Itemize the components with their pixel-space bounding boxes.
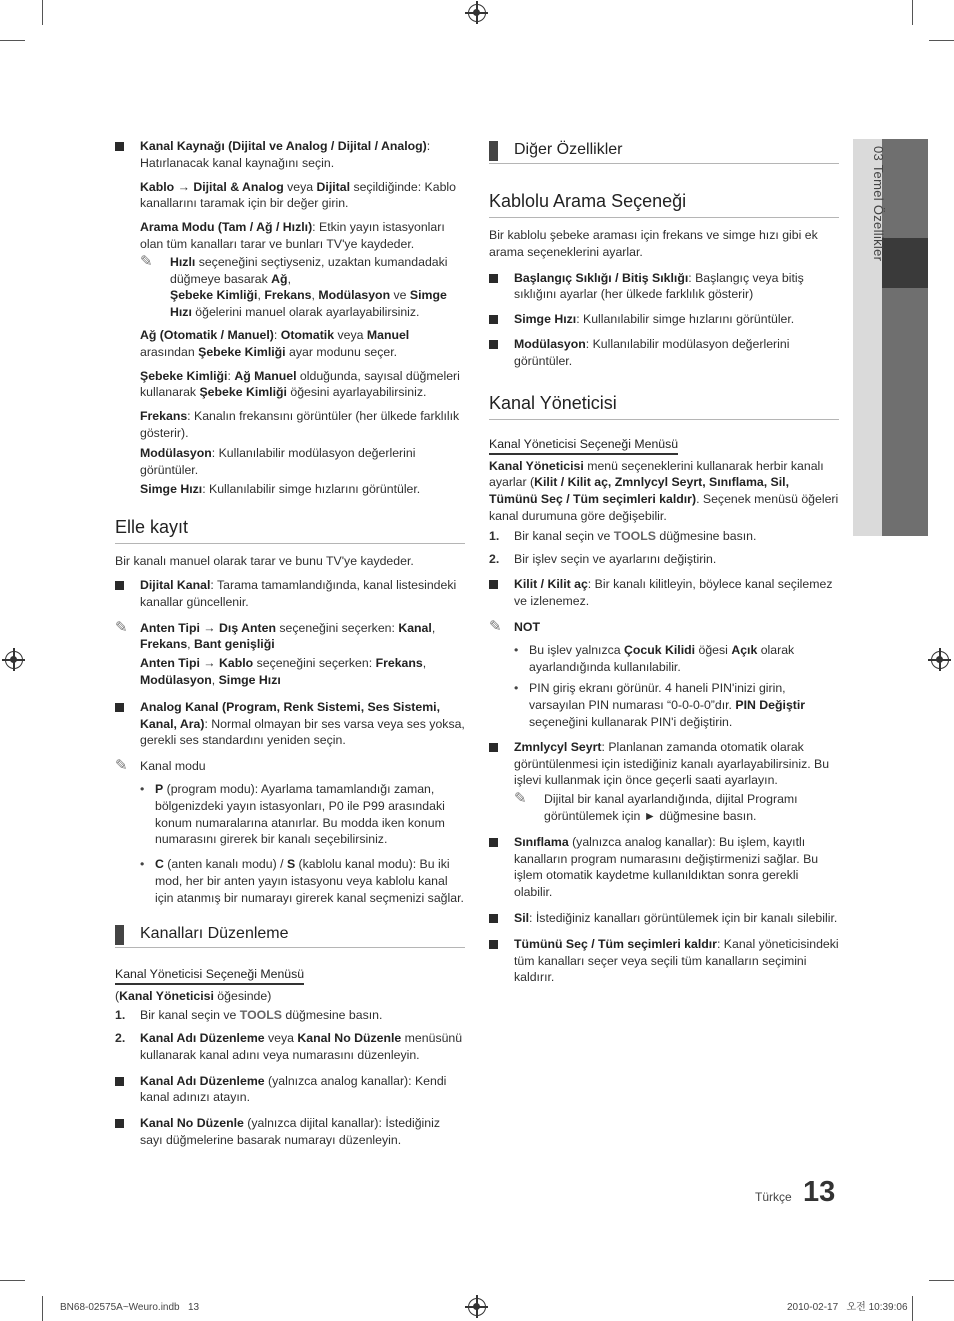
crop-mark	[929, 40, 954, 41]
step-item: 2. Bir işlev seçin ve ayarlarını değiştirin.	[489, 551, 717, 566]
crop-mark	[912, 1296, 913, 1321]
pencil-note-icon: ✎	[140, 252, 153, 270]
paragraph: Arama Modu (Tam / Ağ / Hızlı): Etkin yayın istasyonları olan tüm kanalları tarar ve bunları TV'ye kaydeder.	[140, 220, 445, 251]
list-item: Modülasyon: Kullanılabilir modülasyon değerlerini görüntüler.	[489, 336, 839, 370]
note-block: ✎ NOT	[489, 617, 540, 635]
list-item: Analog Kanal (Program, Renk Sistemi, Ses Sistemi, Kanal, Ara): Normal olmayan bir ses varsa veya ses yoksa, gerekli ses standardını yeniden seçin.	[115, 699, 465, 749]
paragraph: Bir kanalı manuel olarak tarar ve bunu TV'ye kaydeder.	[115, 554, 414, 569]
note-block: ✎ Dijital bir kanal ayarlandığında, dijital Programı görüntülemek için ► düğmesine basın.	[514, 790, 798, 823]
crop-mark	[929, 1280, 954, 1281]
note-block: ✎ Anten Tipi → Dış Anten seçeneğini seçerken: Kanal, Frekans, Bant genişliği	[115, 618, 436, 652]
paragraph: Ağ (Otomatik / Manuel): Otomatik veya Manuel arasından Şebeke Kimliği ayar modunu seçer.	[140, 327, 410, 359]
list-item: Kilit / Kilit aç: Bir kanalı kilitleyin, böylece kanal seçilemez ve izlenemez.	[489, 576, 839, 610]
page-language: Türkçe	[755, 1190, 792, 1204]
list-item: Sil: İstediğiniz kanalları görüntülemek için bir kanalı silebilir.	[489, 910, 839, 927]
section-heading: Kablolu Arama Seçeneği	[489, 190, 839, 218]
step-item: 1. Bir kanal seçin ve TOOLS düğmesine basın.	[115, 1008, 383, 1023]
list-item: • P (program modu): Ayarlama tamamlandığı zaman, bölgenizdeki yayın istasyonları, P0 ile P99 arasındaki konum numaralarına atanırlar. Bu modda iken konum numarasını girerek bir kanalı seçebilirsiniz.	[140, 781, 465, 848]
pencil-note-icon: ✎	[514, 790, 527, 808]
section-heading: Kanalları Düzenleme	[115, 924, 465, 948]
crop-mark	[42, 1296, 43, 1321]
list-item: Simge Hızı: Kullanılabilir simge hızlarını görüntüler.	[489, 311, 839, 328]
list-item: • C (anten kanalı modu) / S (kablolu kanal modu): Bu iki mod, her bir anten yayın istasyonu veya kablolu kanal için atanmış bir numarayı girerek kanal seçmenizi sağlar.	[140, 856, 465, 906]
paragraph: Modülasyon: Kullanılabilir modülasyon değerlerini görüntüler.	[140, 445, 416, 477]
sub-list	[115, 781, 465, 907]
pencil-note-icon: ✎	[115, 618, 128, 636]
pencil-note-icon: ✎	[489, 617, 502, 635]
paragraph: Bir kablolu şebeke araması için frekans ve simge hızı gibi ek arama seçeneklerini ayarlar.	[489, 228, 818, 259]
list-item: Sınıflama (yalnızca analog kanallar): Bu işlem, kayıtlı kanalların program numarasını değiştirmenizi sağlar. Bu işlem otomatik kaydetme kullanıldıktan sonra gerekli olabilir.	[489, 834, 839, 901]
step-item: 2. Kanal Adı Düzenleme veya Kanal No Düzenle menüsünü kullanarak kanal adını veya numarasını düzenleyin.	[115, 1031, 463, 1062]
side-tab-label: 03 Temel Özellikler	[871, 146, 886, 262]
registration-mark-icon	[468, 4, 486, 22]
menu-label: Kanal Yöneticisi Seçeneği Menüsü	[489, 436, 678, 455]
section-heading: Elle kayıt	[115, 516, 465, 544]
side-tab-dark	[882, 139, 928, 536]
left-column	[115, 138, 465, 1156]
crop-mark	[0, 40, 25, 41]
paragraph: Kablo → Dijital & Analog veya Dijital seçildiğinde: Kablo kanallarını taramak için bir değer girin.	[140, 179, 456, 211]
list-item: Dijital Kanal: Tarama tamamlandığında, kanal listesindeki kanallar güncellenir.	[115, 577, 465, 611]
crop-mark	[912, 0, 913, 25]
paragraph: (Kanal Yöneticisi öğesinde)	[115, 989, 272, 1004]
list-item: Tümünü Seç / Tüm seçimleri kaldır: Kanal yöneticisindeki tüm kanalları seçer veya seçili tüm kanalların seçimini kaldırır.	[489, 936, 839, 986]
list-item: Kanal Kaynağı (Dijital ve Analog / Dijital / Analog): Hatırlanacak kanal kaynağını seçin.	[115, 138, 465, 172]
crop-mark	[42, 0, 43, 25]
section-heading: Diğer Özellikler	[489, 140, 839, 164]
list-item: • PIN giriş ekranı görünür. 4 haneli PIN'inizi girin, varsayılan PIN numarası “0-0-0-0”dır. PIN Değiştir seçeneğini kullanarak PIN'i değiştirin.	[514, 680, 839, 730]
section-heading: Kanal Yöneticisi	[489, 392, 839, 420]
paragraph: Frekans: Kanalın frekansını görüntüler (her ülkede farklılık gösterir).	[140, 409, 460, 440]
footer-file-info: BN68-02575A~Weuro.indb 13	[60, 1302, 200, 1313]
menu-label: Kanal Yöneticisi Seçeneği Menüsü	[115, 966, 304, 985]
note-block: ✎ Hızlı seçeneğini seçtiyseniz, uzaktan kumandadaki düğmeye basarak Ağ, Şebeke Kimliği, Frekans, Modülasyon ve Simge Hızı öğelerini manuel olarak ayarlayabilirsiniz.	[140, 252, 448, 320]
tools-key: TOOLS	[239, 1008, 282, 1023]
pencil-note-icon: ✎	[115, 757, 128, 775]
list-item: Kanal Adı Düzenleme (yalnızca analog kanallar): Kendi kanal adınızı atayın.	[115, 1073, 465, 1107]
note-block: ✎ Kanal modu	[115, 757, 206, 775]
sub-list	[489, 642, 839, 731]
list-item: Zmnlycyl Seyrt: Planlanan zamanda otomatik olarak görüntülenmesi için istediğiniz kanalı ayarlayabilirsiniz. Bu işlevi kullanmak için önce geçerli saati ayarlayın.	[489, 739, 839, 789]
registration-mark-icon	[468, 1298, 486, 1316]
list-item: • Bu işlev yalnızca Çocuk Kilidi öğesi Açık olarak ayarlandığında kullanılabilir.	[514, 642, 839, 676]
paragraph: Simge Hızı: Kullanılabilir simge hızlarını görüntüler.	[140, 482, 421, 497]
registration-mark-icon	[5, 651, 23, 669]
crop-mark	[0, 1280, 25, 1281]
list-item: Kanal No Düzenle (yalnızca dijital kanallar): İstediğiniz sayı düğmelerine basarak numarayı düzenleyin.	[115, 1115, 465, 1149]
page-number: 13	[803, 1176, 836, 1208]
list-item: Başlangıç Sıklığı / Bitiş Sıklığı: Başlangıç veya bitiş sıklığını ayarlar (her ülkede farklılık gösterir)	[489, 270, 839, 304]
paragraph: Anten Tipi → Kablo seçeneğini seçerken: Frekans, Modülasyon, Simge Hızı	[140, 656, 427, 687]
registration-mark-icon	[931, 651, 949, 669]
step-item: 1. Bir kanal seçin ve TOOLS düğmesine basın.	[489, 528, 757, 543]
paragraph: Şebeke Kimliği: Ağ Manuel olduğunda, sayısal düğmeleri kullanarak Şebeke Kimliği öğesini ayarlayabilirsiniz.	[140, 368, 460, 400]
right-column	[489, 138, 839, 993]
side-tab-marker	[882, 238, 928, 288]
paragraph: Kanal Yöneticisi menü seçeneklerini kullanarak herbir kanalı ayarlar (Kilit / Kilit aç, Zmnlycyl Seyrt, Sınıflama, Sil, Tümünü Seç / Tüm seçimleri kaldır). Seçenek menüsü öğeleri kanal durumuna göre değişebilir.	[489, 458, 839, 523]
footer-timestamp: 2010-02-17 오전 10:39:06	[787, 1302, 908, 1313]
tools-key: TOOLS	[613, 528, 656, 543]
